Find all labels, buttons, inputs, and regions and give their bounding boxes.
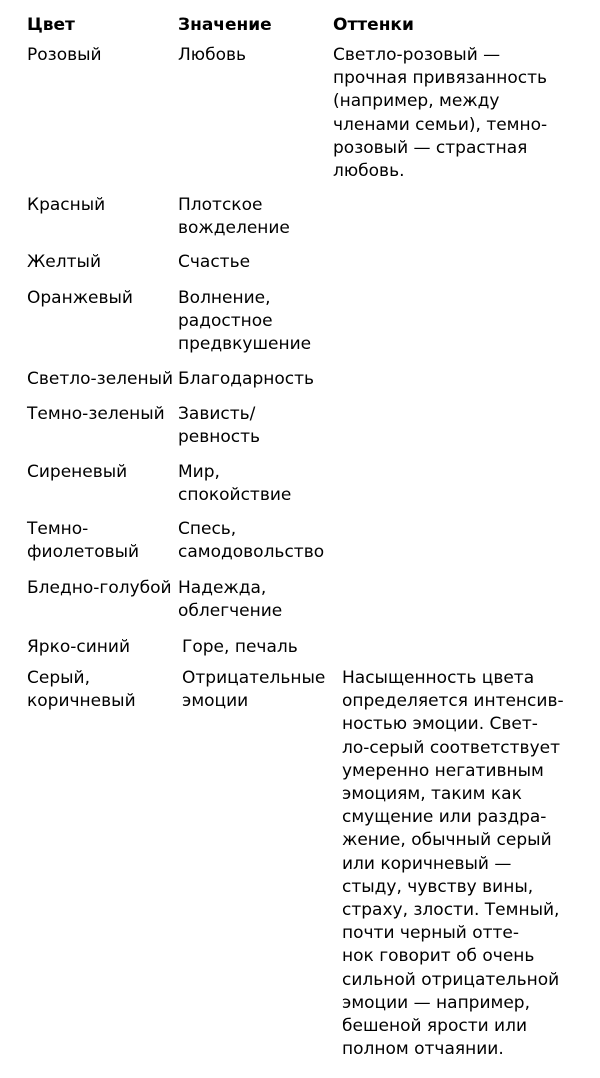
header-shades: Оттенки xyxy=(333,15,414,35)
header-meaning: Значение xyxy=(178,15,272,35)
row-color-cell: Желтый xyxy=(27,252,102,272)
row-meaning-cell: Счастье xyxy=(178,252,251,272)
row-color-cell: Темно-зеленый xyxy=(27,404,165,424)
row-meaning-cell: Спесь, самодовольство xyxy=(178,519,325,563)
row-meaning-cell: Волнение, радостное предвкушение xyxy=(178,288,312,355)
row-color-cell: Темно- фиолетовый xyxy=(27,519,140,563)
row-meaning-cell: Отрицательные эмоции xyxy=(182,668,326,712)
row-meaning-cell: Благодарность xyxy=(178,369,315,389)
row-color-cell: Бледно-голубой xyxy=(27,578,172,598)
row-meaning-cell: Любовь xyxy=(178,45,247,65)
row-color-cell: Розовый xyxy=(27,45,102,65)
header-color: Цвет xyxy=(27,15,75,35)
row-color-cell: Оранжевый xyxy=(27,288,133,308)
row-color-cell: Светло-зеленый xyxy=(27,369,174,389)
row-shades-cell: Насыщенность цвета определяется интенсив- ностью эмоции. Свет- ло-серый соответствует умеренно негативным эмоциям, таким как смущение или раздра- жение, обычный серый или коричневый — стыду, чувству вины, страху, злости. Темный, почти черный отте- нок говорит об очень сильной отрицательной эмоции — например, бешеной ярости или полном отчаянии. xyxy=(342,668,564,1060)
row-meaning-cell: Надежда, облегчение xyxy=(178,578,283,622)
row-color-cell: Серый, коричневый xyxy=(27,668,136,712)
row-shades-cell: Светло-розовый — прочная привязанность (например, между членами семьи), темно- розовый — страстная любовь. xyxy=(333,45,548,182)
row-meaning-cell: Плотское вожделение xyxy=(178,195,290,239)
row-meaning-cell: Мир, спокойствие xyxy=(178,462,292,506)
row-color-cell: Сиреневый xyxy=(27,462,128,482)
row-color-cell: Ярко-синий xyxy=(27,637,131,657)
row-meaning-cell: Зависть/ ревность xyxy=(178,404,261,448)
row-meaning-cell: Горе, печаль xyxy=(182,637,298,657)
row-color-cell: Красный xyxy=(27,195,106,215)
